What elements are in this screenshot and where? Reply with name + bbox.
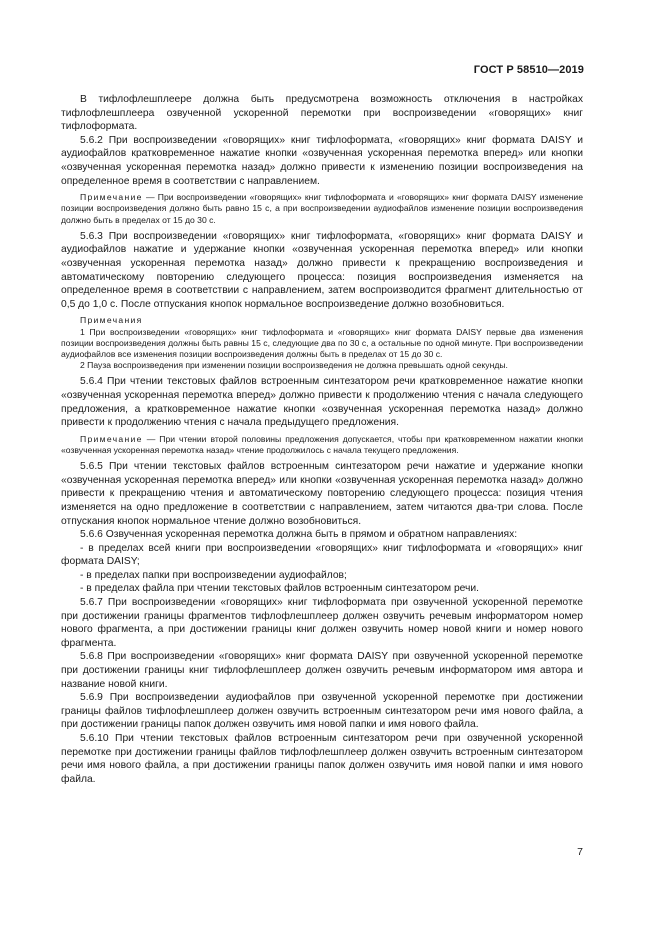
list-item: - в пределах файла при чтении текстовых файлов встроенным синтезатором речи. [80,583,480,595]
paragraph-5-6-7: 5.6.7 При воспроизведении «говорящих» книг тифлоформата при озвученной ускоренной перемотке при достижении границы фрагментов тифлофлешплеер должен озвучить речевым информатором номер нового фрагмента, а при достижении границы книг должен озвучить номер новой книги и номер нового фрагмента. [61,597,583,649]
paragraph-5-6-10: 5.6.10 При чтении текстовых файлов встроенным синтезатором речи при озвученной ускоренной перемотке при достижении границы файлов тифлофлешплеер должен озвучить встроенным синтезатором речи имя нового файла, а при достижении границы папок должен озвучить имя новой папки и имя нового файла. [61,733,583,785]
document-header: ГОСТ Р 58510—2019 [473,64,584,76]
paragraph-5-6-4: 5.6.4 При чтении текстовых файлов встроенным синтезатором речи кратковременное нажатие кнопки «озвученная ускоренная перемотка вперед» должно привести к продолжению чтения с начала следующего предложения, а кратковременное нажатие кнопки «озвученная ускоренная перемотка назад» должно привести к продолжению чтения с начала предыдущего предложения. [61,376,583,429]
page-number: 7 [577,846,583,858]
paragraph-5-6-8: 5.6.8 При воспроизведении «говорящих» книг формата DAISY при озвученной ускоренной перемотке при достижении границы книг тифлофлешплеер должен озвучить речевым информатором имя автора и название новой книги. [61,651,583,690]
note-5-6-3-1: 1 При воспроизведении «говорящих» книг тифлоформата и «говорящих» книг формата DAISY первые два изменения позиции воспроизведения должны быть равны 15 с, следующие два по 30 с, а остальные по одной минуте. При воспроизведении аудиофайлов все изменения позиции воспроизведения должны быть в пределах от 15 до 30 с. [61,326,583,359]
note-text: — При воспроизведении «говорящих» книг тифлоформата и «говорящих» книг формата DAISY изменение позиции воспроизведения должно быть равно 15 с, а при воспроизведении аудиофайлов изменение позиции воспроизведения должно быть в пределах от 15 до 30 с. [61,192,583,225]
paragraph-5-6-9: 5.6.9 При воспроизведении аудиофайлов при озвученной ускоренной перемотке при достижении границы файлов тифлофлешплеер должен озвучить встроенным синтезатором речи имя нового файла, а при достижении границы папок должен озвучить имя новой папки и имя нового файла. [61,692,583,731]
notes-label: Примечания [80,315,143,326]
paragraph-5-6-5: 5.6.5 При чтении текстовых файлов встроенным синтезатором речи нажатие и удержание кнопки «озвученная ускоренная перемотка вперед» или кнопки «озвученная ускоренная перемотка назад» должно привести к прекращению чтения и автоматическому повторению следующего процесса: позиция чтения изменяется на одно предложение в соответствии с направлением, затем читаются два-три слова. После отпускания кнопок нормальное чтение должно возобновиться. [61,461,583,527]
paragraph-5-6-6: 5.6.6 Озвученная ускоренная перемотка должна быть в прямом и обратном направлениях: [80,529,518,541]
paragraph-5-6-3: 5.6.3 При воспроизведении «говорящих» книг тифлоформата, «говорящих» книг формата DAISY и аудиофайлов нажатие и удержание кнопки «озвученная ускоренная перемотка вперед» или кнопки «озвученная ускоренная перемотка назад» должно привести к прекращению воспроизведения и автоматическому повторению следующего процесса: позиция воспроизведения изменяется на определенное время в соответствии с направлением, затем воспроизводится фрагмент длительностью от 0,5 до 1,0 с. После отпускания кнопок нормальное воспроизведение должно возобновиться. [61,230,583,310]
list-item: - в пределах всей книги при воспроизведении «говорящих» книг тифлоформата и «говорящих» книг формата DAISY; [61,542,583,568]
note-label: Примечание [80,192,143,203]
note-5-6-2 [61,192,583,226]
note-5-6-3-2: 2 Пауза воспроизведения при изменении позиции воспроизведения не должна превышать одной секунды. [80,360,508,371]
note-text: — При чтении второй половины предложения допускается, чтобы при кратковременном нажатии кнопки «озвученная ускоренная перемотка назад» чтение продолжилось с начала текущего предложения. [61,433,583,455]
notes-heading [61,315,583,326]
note-label: Примечание [80,433,143,444]
paragraph-5-6-2: 5.6.2 При воспроизведении «говорящих» книг тифлоформата, «говорящих» книг формата DAISY и аудиофайлов кратковременное нажатие кнопки «озвученная ускоренная перемотка вперед» или кнопки «озвученная ускоренная перемотка назад» должно привести к изменению позиции воспроизведения на определенное время в соответствии с направлением. [61,134,583,187]
list-item: - в пределах папки при воспроизведении аудиофайлов; [80,569,347,581]
page-body [61,93,583,786]
note-5-6-4 [61,434,583,456]
intro-paragraph: В тифлофлешплеере должна быть предусмотрена возможность отключения в настройках тифлофлешплеера озвученной ускоренной перемотки при воспроизведении «говорящих» книг тифлоформата. [61,94,583,133]
